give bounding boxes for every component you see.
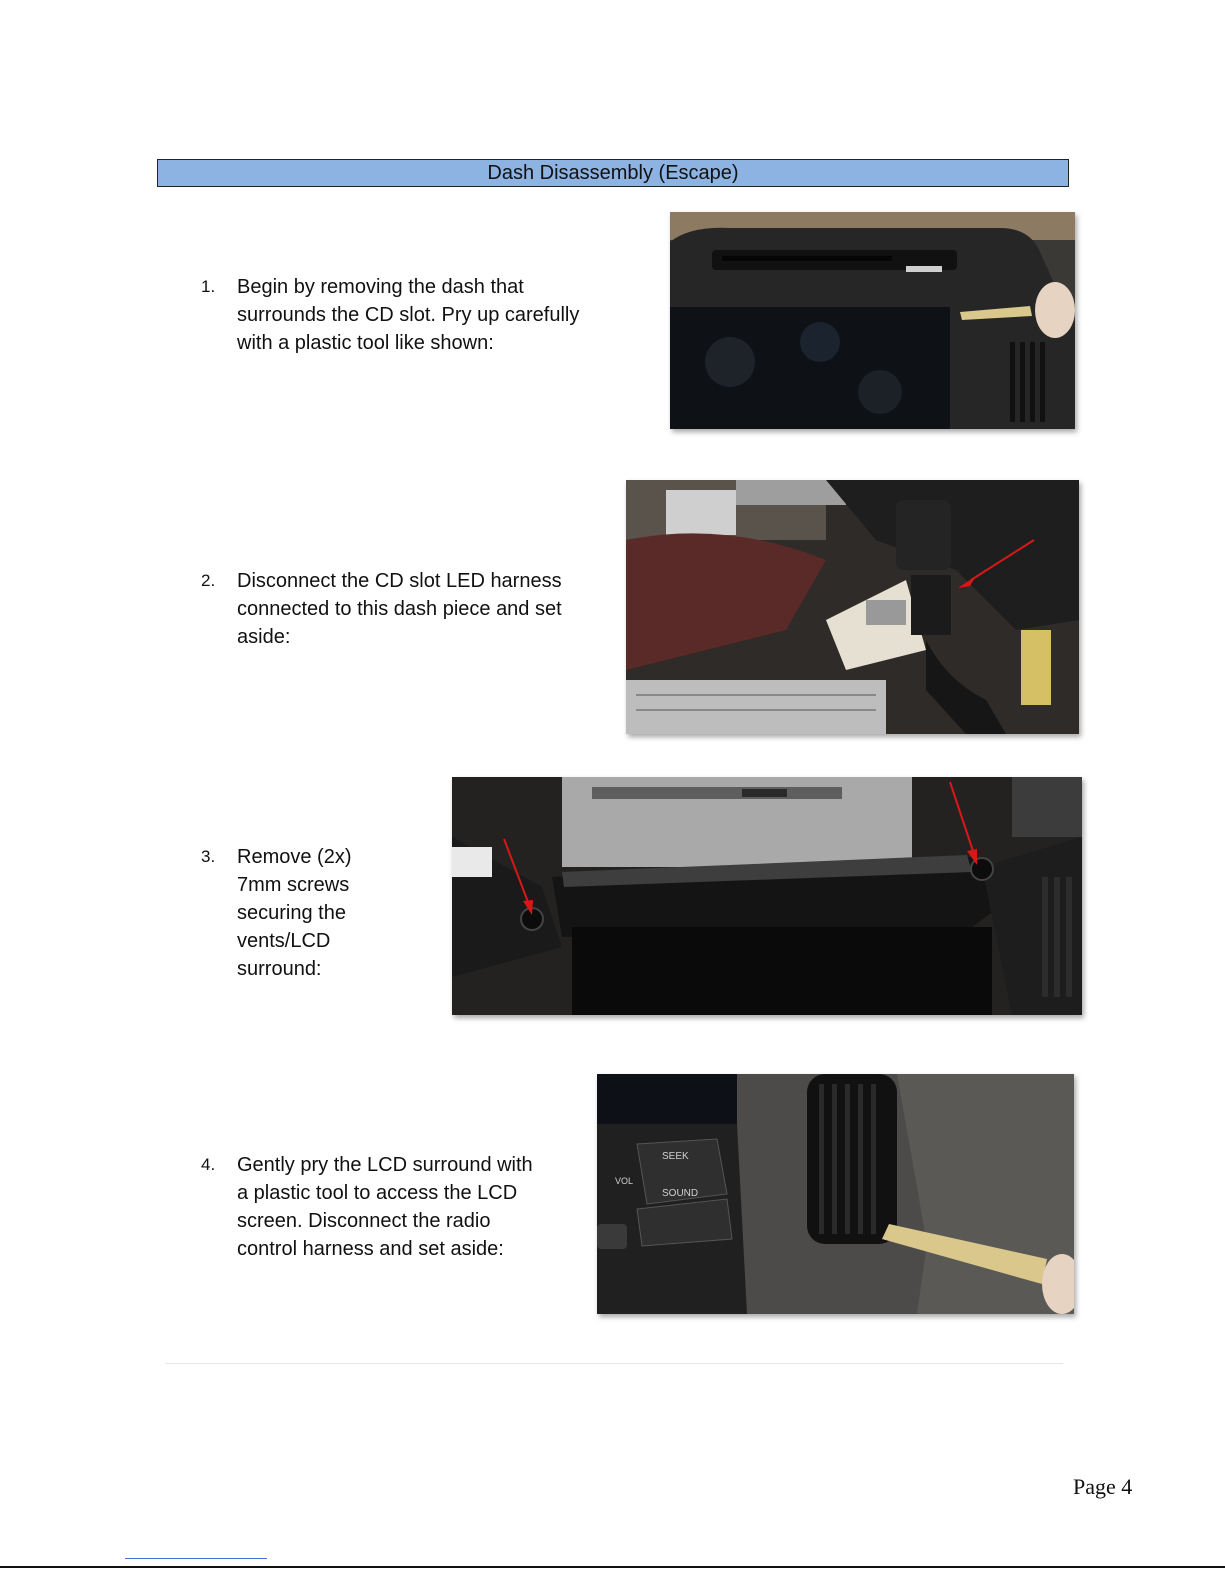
- cd-slot-trim-photo: [670, 212, 1075, 429]
- screws-photo: [452, 777, 1082, 1015]
- step-line: control harness and set aside:: [237, 1238, 504, 1260]
- step-line: Gently pry the LCD surround with: [237, 1154, 533, 1176]
- footnote-rule: [125, 1558, 267, 1559]
- step-line: connected to this dash piece and set: [237, 598, 562, 620]
- step-line: 7mm screws: [237, 874, 350, 896]
- step-line: securing the: [237, 902, 346, 924]
- sound-label: SOUND: [662, 1188, 699, 1199]
- step-1: [201, 273, 621, 363]
- footer-divider: [165, 1363, 1063, 1364]
- step-number: 3.: [201, 847, 216, 866]
- section-title: Dash Disassembly (Escape): [157, 159, 1069, 187]
- led-harness-photo: [626, 480, 1079, 734]
- step-number: 1.: [201, 277, 216, 296]
- step-line: Disconnect the CD slot LED harness: [237, 570, 562, 592]
- step-4: [201, 1151, 581, 1269]
- step-line: surround:: [237, 958, 322, 980]
- step-number: 2.: [201, 571, 216, 590]
- step-line: aside:: [237, 626, 291, 648]
- step-line: surrounds the CD slot. Pry up carefully: [237, 304, 580, 326]
- step-3: [201, 843, 391, 988]
- lcd-surround-photo: [597, 1074, 1074, 1314]
- step-2: [201, 567, 601, 657]
- step-number: 4.: [201, 1155, 216, 1174]
- step-line: vents/LCD: [237, 930, 331, 952]
- page-number: Page 4: [1073, 1474, 1133, 1499]
- vol-label: VOL: [615, 1176, 634, 1186]
- step-text: [237, 843, 351, 983]
- step-text: [237, 567, 562, 651]
- page-bottom-edge: [0, 1566, 1225, 1568]
- step-line: a plastic tool to access the LCD: [237, 1182, 518, 1204]
- seek-label: SEEK: [662, 1151, 689, 1162]
- step-text: [237, 1151, 533, 1263]
- step-line: Remove (2x): [237, 846, 352, 868]
- step-line: screen. Disconnect the radio: [237, 1210, 491, 1232]
- step-text: [237, 273, 579, 357]
- step-line: Begin by removing the dash that: [237, 276, 524, 298]
- step-line: with a plastic tool like shown:: [237, 332, 494, 354]
